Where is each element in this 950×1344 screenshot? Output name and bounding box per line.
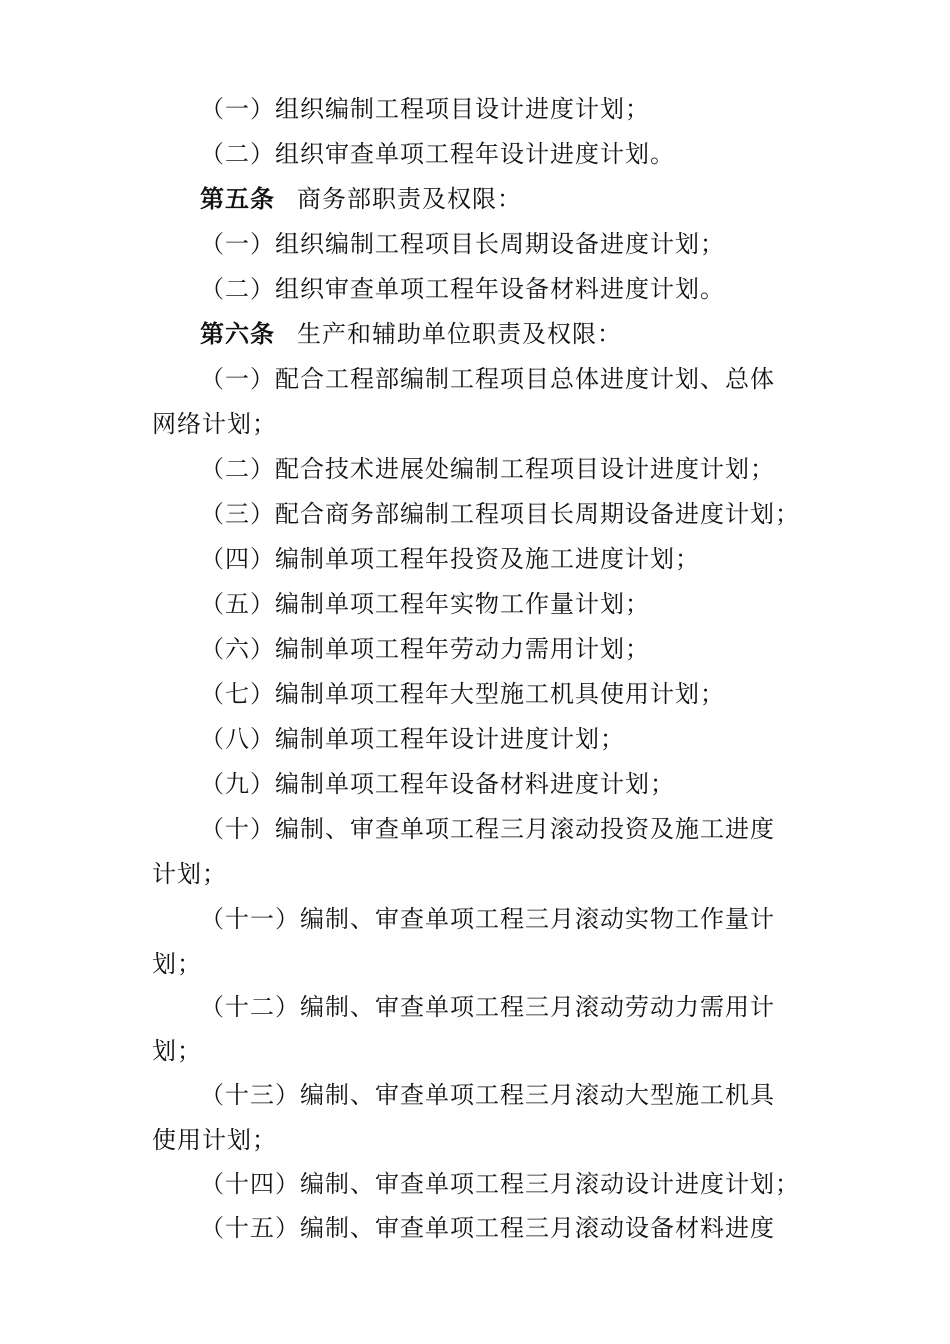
article-title: 商务部职责及权限： xyxy=(297,185,522,213)
article-number: 第五条 xyxy=(200,185,275,213)
paragraph-line: （十五）编制、审查单项工程三月滚动设备材料进度 xyxy=(200,1214,775,1242)
paragraph-line: （四）编制单项工程年投资及施工进度计划； xyxy=(200,545,700,573)
paragraph-line: （一）组织编制工程项目长周期设备进度计划； xyxy=(200,230,725,258)
paragraph-line: （九）编制单项工程年设备材料进度计划； xyxy=(200,770,675,798)
paragraph-line: （十）编制、审查单项工程三月滚动投资及施工进度 xyxy=(200,815,775,843)
paragraph-line: 网络计划； xyxy=(152,410,277,438)
paragraph-line: （一）组织编制工程项目设计进度计划； xyxy=(200,95,650,123)
paragraph-line: 计划； xyxy=(152,860,227,888)
paragraph-line: （六）编制单项工程年劳动力需用计划； xyxy=(200,635,650,663)
paragraph-line: （七）编制单项工程年大型施工机具使用计划； xyxy=(200,680,725,708)
article-heading-line xyxy=(200,183,860,215)
paragraph-line: 划； xyxy=(152,950,202,978)
paragraph-line: 使用计划； xyxy=(152,1126,277,1154)
paragraph-line: （十三）编制、审查单项工程三月滚动大型施工机具 xyxy=(200,1081,775,1109)
paragraph-line: （八）编制单项工程年设计进度计划； xyxy=(200,725,625,753)
paragraph-line: 划； xyxy=(152,1037,202,1065)
article-number: 第六条 xyxy=(200,320,275,348)
article-title: 生产和辅助单位职责及权限： xyxy=(297,320,622,348)
paragraph-line: （十一）编制、审查单项工程三月滚动实物工作量计 xyxy=(200,905,775,933)
paragraph-line: （三）配合商务部编制工程项目长周期设备进度计划； xyxy=(200,500,800,528)
paragraph-line: （十二）编制、审查单项工程三月滚动劳动力需用计 xyxy=(200,993,775,1021)
paragraph-line: （五）编制单项工程年实物工作量计划； xyxy=(200,590,650,618)
paragraph-line: （十四）编制、审查单项工程三月滚动设计进度计划； xyxy=(200,1170,800,1198)
article-heading-line xyxy=(200,318,860,350)
paragraph-line: （一）配合工程部编制工程项目总体进度计划、总体 xyxy=(200,365,775,393)
paragraph-line: （二）配合技术进展处编制工程项目设计进度计划； xyxy=(200,455,775,483)
paragraph-line: （二）组织审查单项工程年设计进度计划。 xyxy=(200,140,675,168)
paragraph-line: （二）组织审查单项工程年设备材料进度计划。 xyxy=(200,275,725,303)
